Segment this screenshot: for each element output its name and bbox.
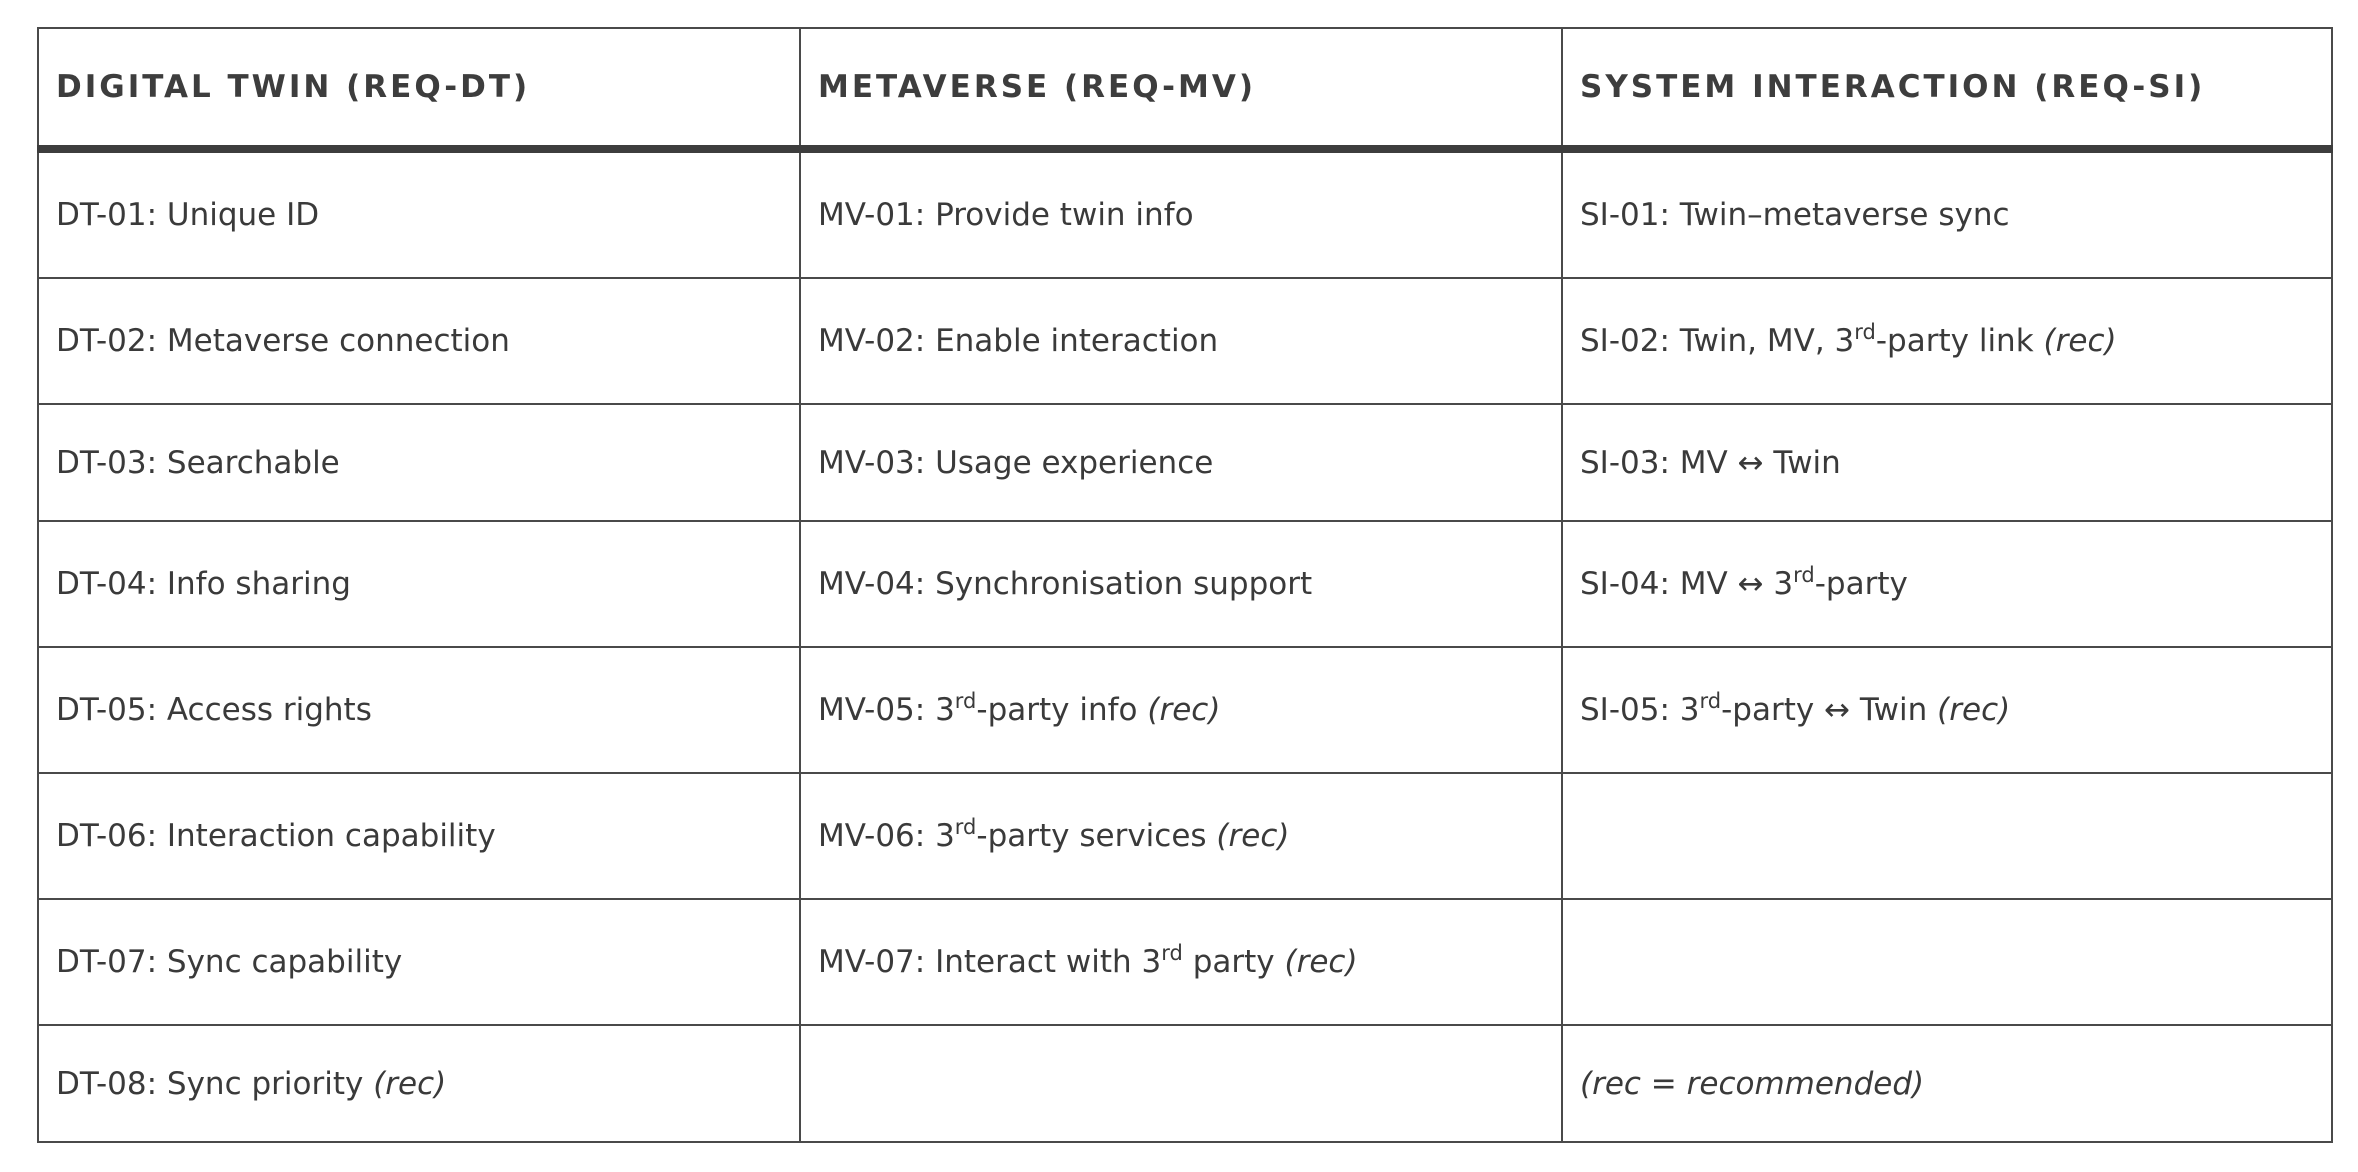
cell-dt-07: [38, 899, 800, 1025]
cell-si-02: [1562, 278, 2332, 404]
table-row: [38, 1025, 2332, 1142]
table-row: [38, 647, 2332, 773]
cell-mv-02: [800, 278, 1562, 404]
cell-dt-01: [38, 149, 800, 278]
cell-text: SI-04: MV ↔ 3: [1580, 566, 1794, 602]
legend-note: (rec = recommended): [1580, 1065, 1925, 1102]
ordinal-suffix: rd: [1699, 689, 1722, 713]
header-metaverse: METAVERSE (REQ-MV): [800, 28, 1562, 149]
cell-legend-note: [1562, 1025, 2332, 1142]
cell-mv-01: [800, 149, 1562, 278]
recommended-note: (rec): [1284, 944, 1358, 980]
cell-text: party: [1182, 944, 1275, 980]
cell-text: DT-05: Access rights: [56, 692, 372, 728]
header-row: [38, 28, 2332, 149]
cell-text: MV-02: Enable interaction: [818, 323, 1219, 359]
ordinal-suffix: rd: [954, 689, 977, 713]
table-row: [38, 899, 2332, 1025]
cell-dt-04: [38, 521, 800, 647]
cell-dt-06: [38, 773, 800, 899]
cell-text: MV-07: Interact with 3: [818, 944, 1162, 980]
cell-si-empty: [1562, 773, 2332, 899]
cell-text: DT-08: Sync priority: [56, 1065, 364, 1102]
recommended-note: (rec): [1937, 692, 2011, 728]
table-row: [38, 149, 2332, 278]
cell-dt-05: [38, 647, 800, 773]
cell-text: DT-06: Interaction capability: [56, 818, 496, 854]
header-system-interaction: SYSTEM INTERACTION (REQ-SI): [1562, 28, 2332, 149]
cell-mv-05: [800, 647, 1562, 773]
cell-mv-06: [800, 773, 1562, 899]
ordinal-suffix: rd: [954, 815, 977, 839]
cell-text: -party info: [976, 692, 1138, 728]
recommended-note: (rec): [1216, 818, 1290, 854]
recommended-note: (rec): [373, 1065, 447, 1102]
cell-text: SI-01: Twin–metaverse sync: [1580, 197, 2010, 233]
cell-text: SI-02: Twin, MV, 3: [1580, 323, 1855, 359]
cell-text: DT-07: Sync capability: [56, 944, 403, 980]
cell-text: -party: [1814, 566, 1908, 602]
table-row: [38, 521, 2332, 647]
cell-si-empty: [1562, 899, 2332, 1025]
table-header: [38, 28, 2332, 149]
cell-text: MV-04: Synchronisation support: [818, 566, 1313, 602]
cell-si-03: [1562, 404, 2332, 521]
cell-text: DT-03: Searchable: [56, 444, 340, 481]
recommended-note: (rec): [2043, 323, 2117, 359]
cell-text: MV-01: Provide twin info: [818, 197, 1194, 233]
requirements-table: [37, 27, 2333, 1143]
table-row: [38, 404, 2332, 521]
cell-text: DT-01: Unique ID: [56, 197, 320, 233]
cell-dt-02: [38, 278, 800, 404]
ordinal-suffix: rd: [1793, 563, 1815, 587]
cell-text: -party services: [976, 818, 1207, 854]
ordinal-suffix: rd: [1161, 941, 1183, 965]
ordinal-suffix: rd: [1854, 320, 1876, 344]
cell-si-01: [1562, 149, 2332, 278]
cell-text: SI-03: MV ↔ Twin: [1580, 444, 1841, 481]
cell-text: SI-05: 3: [1580, 692, 1700, 728]
cell-mv-07: [800, 899, 1562, 1025]
cell-dt-03: [38, 404, 800, 521]
cell-mv-empty: [800, 1025, 1562, 1142]
cell-text: DT-04: Info sharing: [56, 566, 351, 602]
cell-text: MV-06: 3: [818, 818, 955, 854]
header-digital-twin: DIGITAL TWIN (REQ-DT): [38, 28, 800, 149]
cell-text: MV-05: 3: [818, 692, 955, 728]
cell-text: DT-02: Metaverse connection: [56, 323, 510, 359]
cell-mv-03: [800, 404, 1562, 521]
recommended-note: (rec): [1147, 692, 1221, 728]
cell-text: -party ↔ Twin: [1721, 692, 1928, 728]
cell-si-04: [1562, 521, 2332, 647]
table-row: [38, 773, 2332, 899]
table-body: [38, 149, 2332, 1142]
cell-si-05: [1562, 647, 2332, 773]
table-row: [38, 278, 2332, 404]
cell-text: -party link: [1875, 323, 2034, 359]
cell-mv-04: [800, 521, 1562, 647]
cell-dt-08: [38, 1025, 800, 1142]
cell-text: MV-03: Usage experience: [818, 444, 1214, 481]
